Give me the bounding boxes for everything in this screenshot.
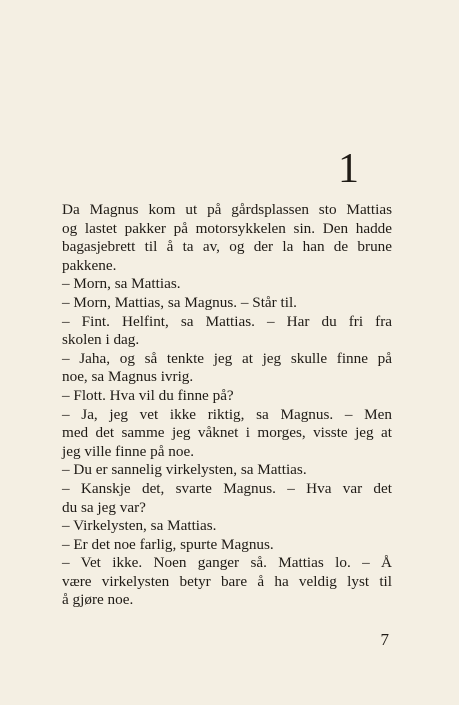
text-line: – Virkelysten, sa Mattias. <box>62 517 217 535</box>
page-number: 7 <box>380 630 389 649</box>
text-line: – Morn, sa Mattias. <box>62 275 181 293</box>
body-text <box>62 201 392 610</box>
text-line: være virkelysten betyr bare å ha veldig lyst til <box>62 572 392 590</box>
text-line: skolen i dag. <box>62 331 140 349</box>
text-line: og lastet pakker på motorsykkelen sin. Den hadde <box>62 219 392 237</box>
text-line: – Ja, jeg vet ikke riktig, sa Magnus. – Men <box>62 405 392 423</box>
text-line: – Fint. Helfint, sa Mattias. – Har du fri fra <box>62 312 392 330</box>
text-line: Da Magnus kom ut på gårdsplassen sto Mattias <box>62 201 392 218</box>
text-line: noe, sa Magnus ivrig. <box>62 368 194 386</box>
text-line: – Kanskje det, svarte Magnus. – Hva var det <box>62 479 392 497</box>
text-line: pakkene. <box>62 256 117 274</box>
text-line: – Jaha, og så tenkte jeg at jeg skulle finne på <box>62 349 392 367</box>
text-line: – Du er sannelig virkelysten, sa Mattias. <box>62 461 307 479</box>
text-line: med det samme jeg våknet i morges, visste jeg at <box>62 424 392 442</box>
text-line: bagasjebrett til å ta av, og der la han de brune <box>62 238 392 256</box>
text-line: – Morn, Mattias, sa Magnus. – Står til. <box>62 293 297 311</box>
text-line: jeg ville finne på noe. <box>62 442 195 460</box>
text-line: du sa jeg var? <box>62 498 146 516</box>
text-line: å gjøre noe. <box>62 591 134 609</box>
text-line: – Flott. Hva vil du finne på? <box>62 386 234 404</box>
text-line: – Vet ikke. Noen ganger så. Mattias lo. – Å <box>62 554 392 572</box>
chapter-number: 1 <box>338 146 359 192</box>
text-line: – Er det noe farlig, spurte Magnus. <box>62 535 274 553</box>
